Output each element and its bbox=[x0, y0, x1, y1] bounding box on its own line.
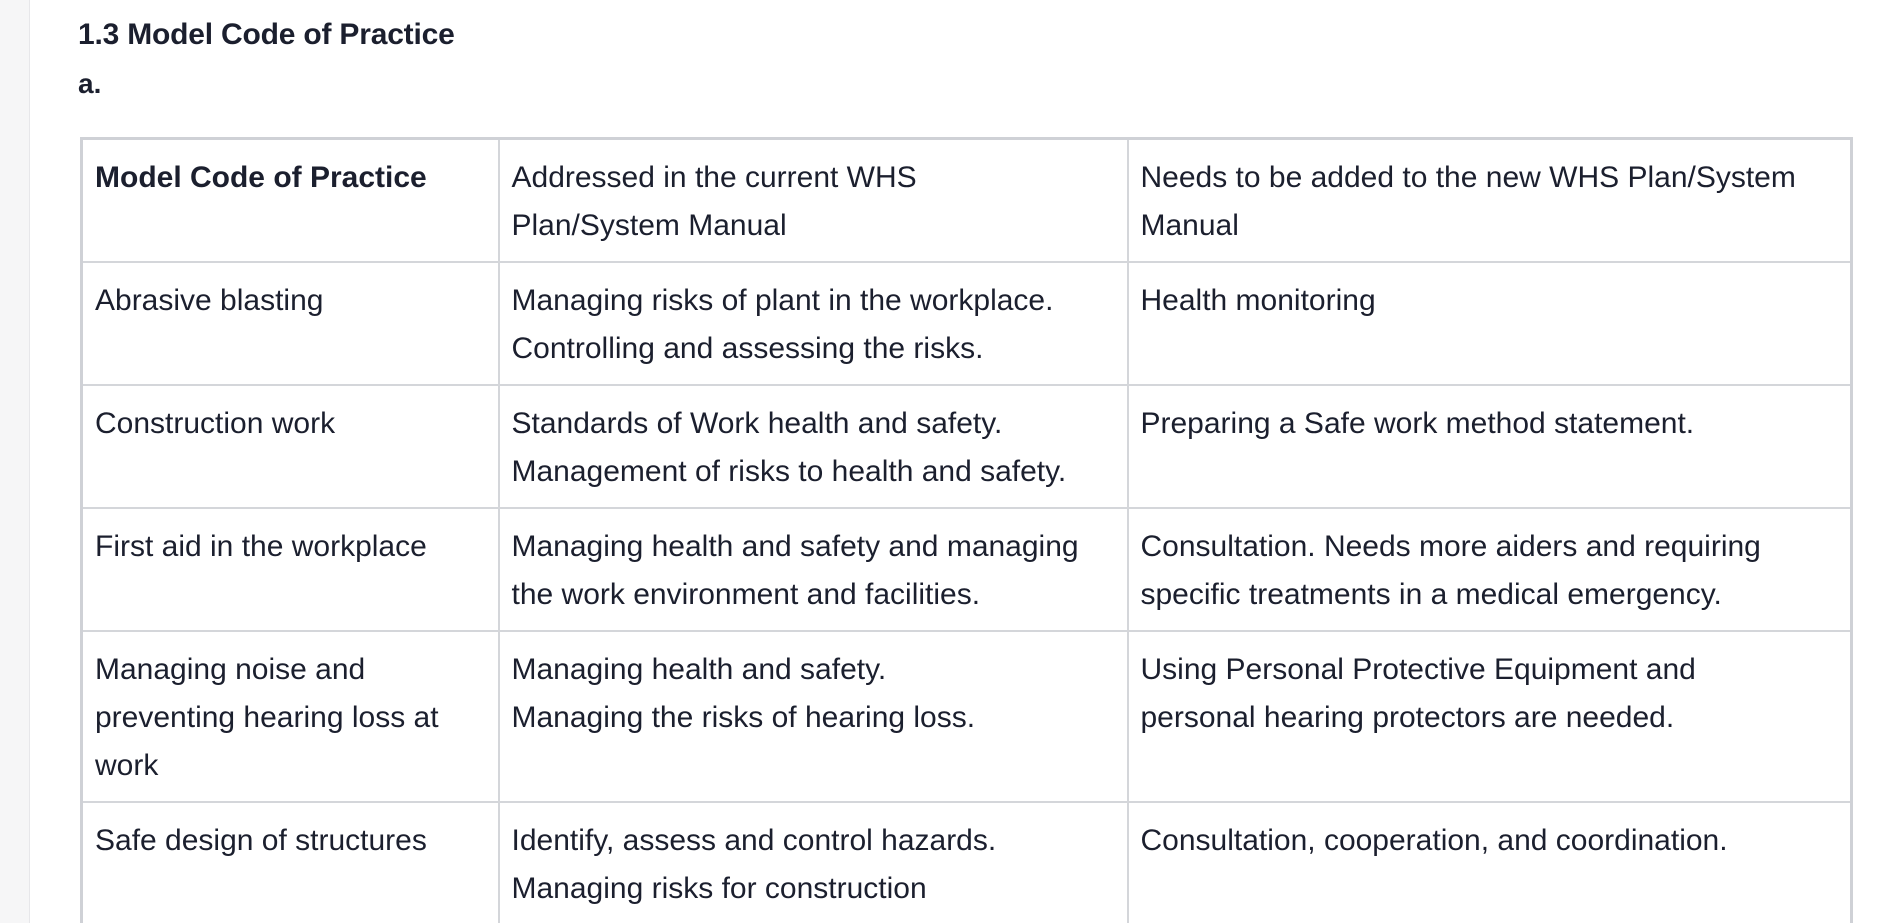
cell-text: Managing risks of plant in the workplace. bbox=[511, 284, 1054, 317]
cell-text: Controlling and assessing the risks. bbox=[511, 332, 984, 365]
cell-text: Management of risks to health and safety. bbox=[511, 455, 1067, 488]
header-label-line: Addressed in the current WHS bbox=[511, 161, 917, 194]
header-label-line: Manual bbox=[1140, 209, 1239, 242]
header-label-line: Needs to be added to the new WHS Plan/System bbox=[1140, 161, 1796, 194]
cell-model-code bbox=[82, 508, 499, 631]
cell-text: Managing health and safety and managing bbox=[511, 530, 1079, 563]
cell-text: Abrasive blasting bbox=[95, 284, 324, 317]
cell-model-code bbox=[82, 802, 499, 923]
cell-addressed bbox=[499, 631, 1128, 802]
cell-text: Consultation. Needs more aiders and requiring bbox=[1140, 530, 1761, 563]
section-title: 1.3 Model Code of Practice bbox=[78, 18, 455, 51]
cell-text: work bbox=[95, 749, 159, 782]
table-row bbox=[82, 802, 1852, 923]
table-header-row bbox=[82, 139, 1852, 263]
cell-text: Managing the risks of hearing loss. bbox=[511, 701, 976, 734]
table-row bbox=[82, 262, 1852, 385]
table-row bbox=[82, 631, 1852, 802]
cell-needs bbox=[1128, 508, 1852, 631]
model-code-table bbox=[80, 137, 1853, 923]
cell-needs bbox=[1128, 262, 1852, 385]
section-sub-label: a. bbox=[78, 68, 102, 99]
cell-needs bbox=[1128, 802, 1852, 923]
table-row bbox=[82, 385, 1852, 508]
table-row bbox=[82, 508, 1852, 631]
header-label-line: Plan/System Manual bbox=[511, 209, 787, 242]
header-label: Model Code of Practice bbox=[95, 161, 427, 194]
cell-text: Preparing a Safe work method statement. bbox=[1140, 407, 1695, 440]
cell-needs bbox=[1128, 385, 1852, 508]
cell-text: Safe design of structures bbox=[95, 824, 427, 857]
cell-text: Construction work bbox=[95, 407, 336, 440]
cell-addressed bbox=[499, 802, 1128, 923]
cell-addressed bbox=[499, 385, 1128, 508]
cell-text: the work environment and facilities. bbox=[511, 578, 981, 611]
cell-text: personal hearing protectors are needed. bbox=[1140, 701, 1675, 734]
cell-text: Managing noise and bbox=[95, 653, 366, 686]
cell-model-code bbox=[82, 262, 499, 385]
cell-text: First aid in the workplace bbox=[95, 530, 427, 563]
cell-text: preventing hearing loss at bbox=[95, 701, 439, 734]
cell-text: Standards of Work health and safety. bbox=[511, 407, 1003, 440]
cell-text: Managing risks for construction bbox=[511, 872, 927, 905]
cell-model-code bbox=[82, 385, 499, 508]
cell-model-code bbox=[82, 631, 499, 802]
cell-text: Using Personal Protective Equipment and bbox=[1140, 653, 1696, 686]
cell-needs bbox=[1128, 631, 1852, 802]
header-cell-model-code bbox=[82, 139, 499, 263]
header-cell-addressed bbox=[499, 139, 1128, 263]
header-cell-needs bbox=[1128, 139, 1852, 263]
cell-addressed bbox=[499, 508, 1128, 631]
cell-text: specific treatments in a medical emergency. bbox=[1140, 578, 1722, 611]
page-left-gutter bbox=[0, 0, 30, 923]
cell-text: Managing health and safety. bbox=[511, 653, 887, 686]
cell-text: Identify, assess and control hazards. bbox=[511, 824, 997, 857]
cell-text: Health monitoring bbox=[1140, 284, 1376, 317]
cell-text: Consultation, cooperation, and coordination. bbox=[1140, 824, 1728, 857]
cell-addressed bbox=[499, 262, 1128, 385]
